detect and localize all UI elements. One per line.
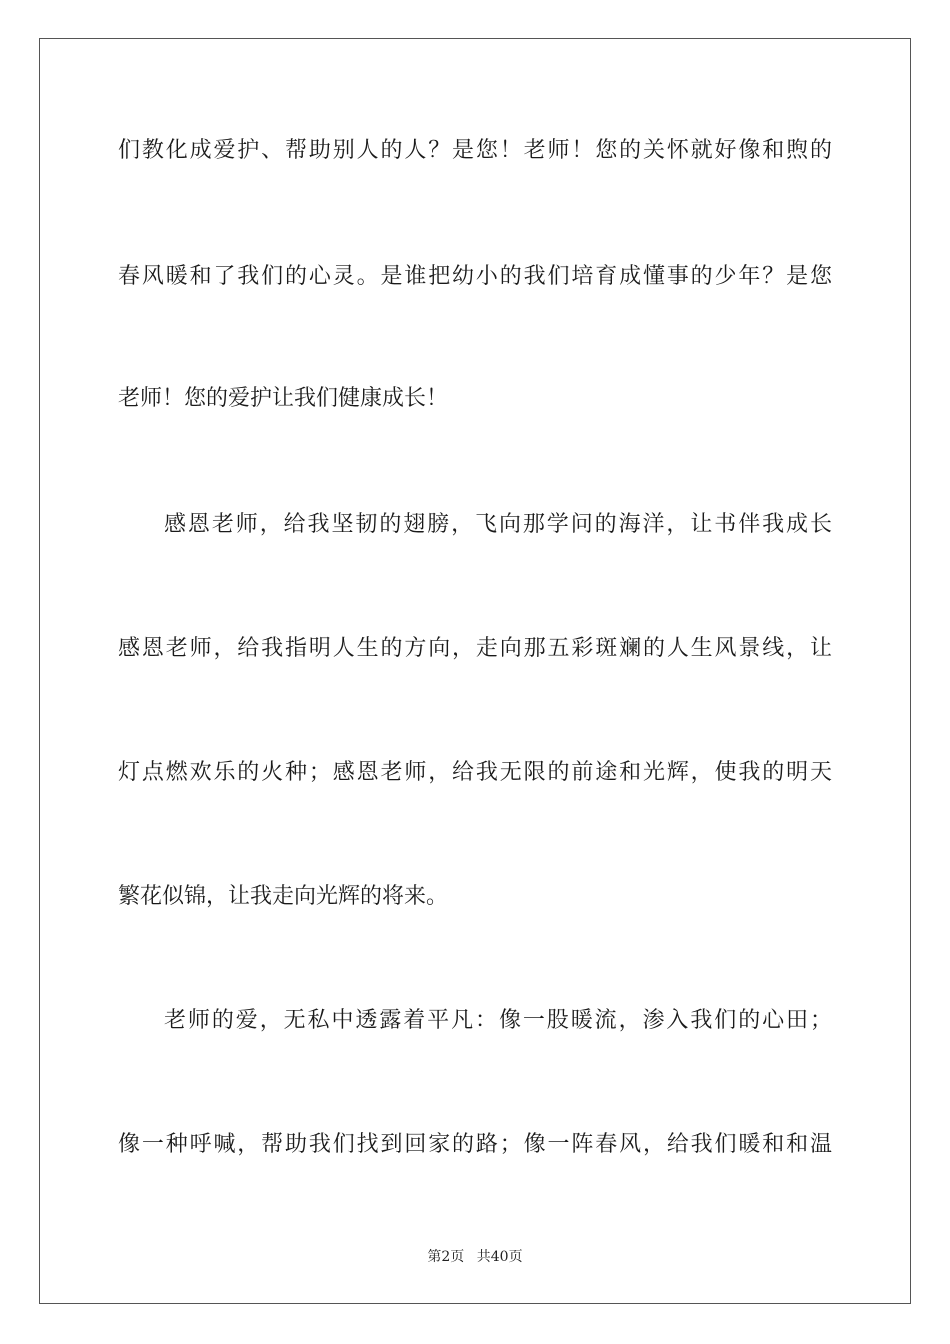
paragraph-first-line: 感恩老师，给我坚韧的翅膀，飞向那学问的海洋，让书伴我成长 — [164, 512, 832, 537]
text-line: 像一种呼喊，帮助我们找到回家的路；像一阵春风，给我们暖和和温 — [118, 1132, 832, 1157]
paragraph-first-line: 老师的爱，无私中透露着平凡：像一股暖流，渗入我们的心田； — [164, 1008, 832, 1033]
text-line: 老师！您的爱护让我们健康成长！ — [118, 386, 449, 411]
page-frame — [39, 38, 911, 1304]
page-footer — [0, 1248, 950, 1266]
text-line: 灯点燃欢乐的火种；感恩老师，给我无限的前途和光辉，使我的明天 — [118, 760, 832, 785]
text-line: 繁花似锦，让我走向光辉的将来。 — [118, 884, 449, 909]
text-line: 感恩老师，给我指明人生的方向，走向那五彩斑斓的人生风景线，让 — [118, 636, 832, 661]
page-total: 共40页 — [476, 1249, 523, 1265]
text-line: 春风暖和了我们的心灵。是谁把幼小的我们培育成懂事的少年？是您 — [118, 264, 832, 289]
text-line: 们教化成爱护、帮助别人的人？是您！老师！您的关怀就好像和煦的 — [118, 138, 832, 163]
page-number: 第2页 — [427, 1249, 465, 1265]
